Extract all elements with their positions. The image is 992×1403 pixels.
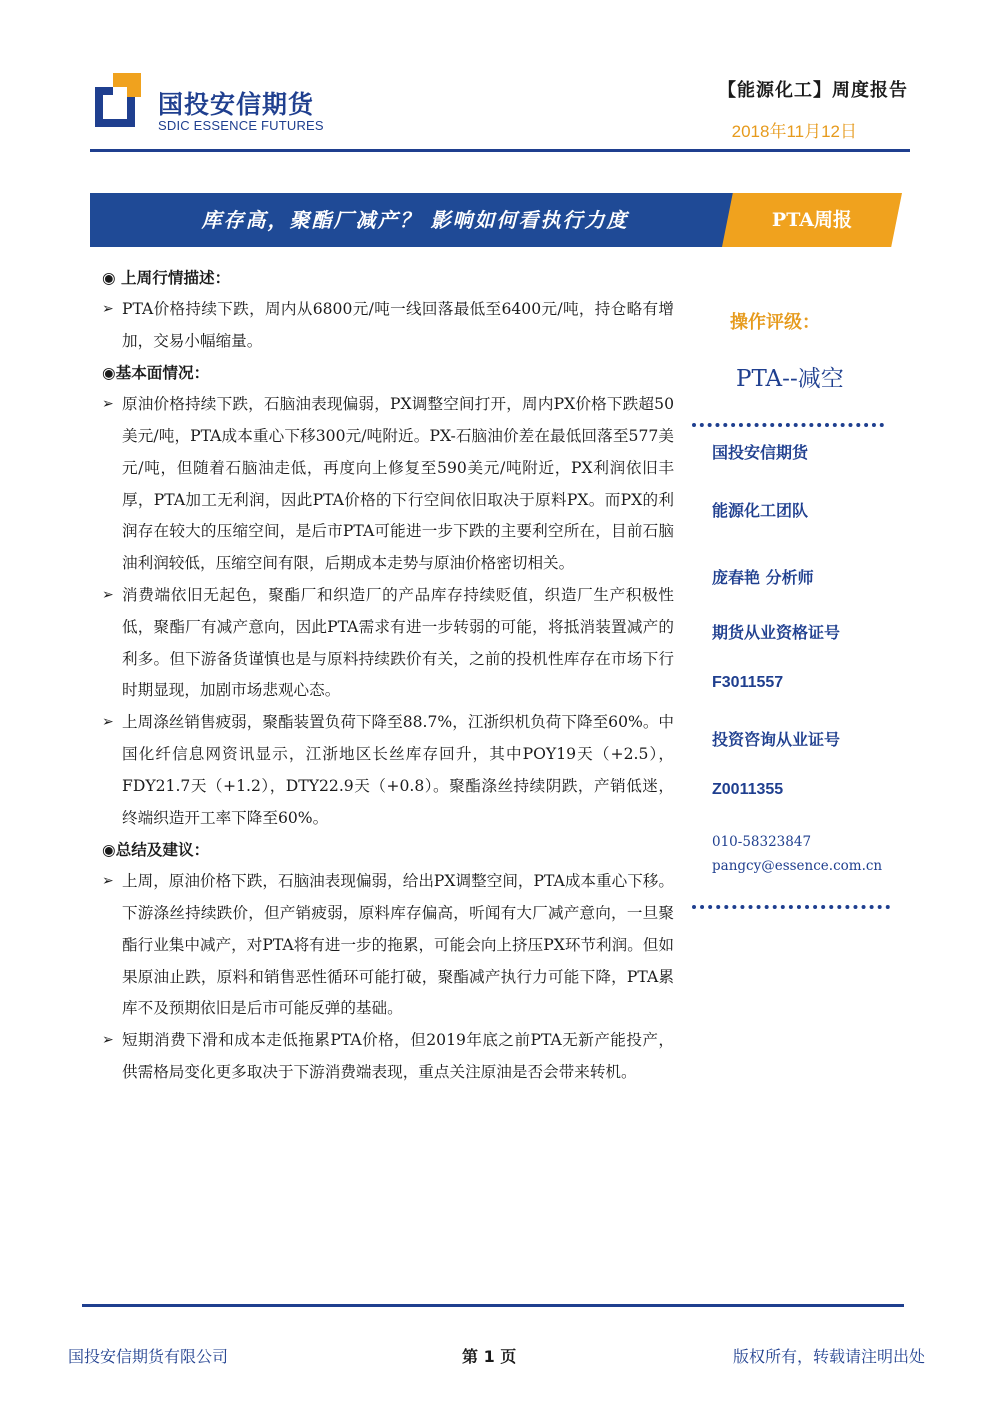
sidebar-org: 国投安信期货 [712,443,809,462]
bullet-item: ➢ PTA价格持续下跌，周内从6800元/吨一线回落最低至6400元/吨，持仓略有增加，交易小幅缩量。 [102,294,674,358]
sidebar-email[interactable]: pangcy@essence.com.cn [712,858,883,874]
arrow-bullet-icon: ➢ [102,873,114,890]
sidebar-advisory-no: Z0011355 [712,781,784,798]
sidebar-analyst: 庞春艳 分析师 [712,568,814,587]
sidebar-advisory-label: 投资咨询从业证号 [712,730,841,749]
section-heading-market: ◉ 上周行情描述： [102,268,231,287]
bullet-item: ➢ 短期消费下滑和成本走低拖累PTA价格，但2019年底之前PTA无新产能投产，供需格局变化更多取决于下游消费端表现，重点关注原油是否会带来转机。 [102,1025,674,1089]
arrow-bullet-icon: ➢ [102,586,114,603]
footer-company: 国投安信期货有限公司 [68,1347,229,1366]
sidebar-phone: 010-58323847 [712,834,812,850]
arrow-bullet-icon: ➢ [102,714,114,731]
company-name-cn: 国投安信期货 [158,90,315,119]
company-logo-icon [95,73,141,127]
rating-label: 操作评级： [730,312,820,333]
bullet-item: ➢ 原油价格持续下跌，石脑油表现偏弱，PX调整空间打开，周内PX价格下跌超50美元/吨，PTA成本重心下移300元/吨附近。PX-石脑油价差在最低回落至577美元/吨，但随着石脑油走低，再度向上修复至590美元/吨附近，PX利润依旧丰厚，PTA加工无利润，因此PTA价格的下行空间依旧取决于原料PX。而PX的利润存在较大的压缩空间，是后市PTA可能进一步下跌的主要利空所在，目前石脑油利润较低，压缩空间有限，后期成本走势与原油价格密切相关。 [102,389,674,580]
report-tag: PTA周报 [771,209,853,231]
page-number: 第 1 页 [462,1347,517,1366]
bullet-item: ➢ 上周涤丝销售疲弱，聚酯装置负荷下降至88.7%，江浙织机负荷下降至60%。中国化纤信息网资讯显示，江浙地区长丝库存回升，其中POY19天（+2.5），FDY21.7天（+1.2），DTY22.9天（+0.8）。聚酯涤丝持续阴跌，产销低迷，终端织造开工率下降至60%。 [102,707,674,834]
sidebar-license-label: 期货从业资格证号 [712,623,841,642]
report-date: 2018年11月12日 [731,122,857,141]
company-name-en: SDIC ESSENCE FUTURES [158,118,324,133]
header-divider [90,149,910,152]
footer-divider [82,1304,904,1307]
arrow-bullet-icon: ➢ [102,1032,114,1049]
sidebar-divider-top [692,423,884,427]
sidebar-divider-bottom [692,905,890,909]
sidebar-team: 能源化工团队 [712,501,809,520]
section-heading-fundamentals: ◉基本面情况： [102,363,210,383]
arrow-bullet-icon: ➢ [102,396,114,413]
sidebar-license-no: F3011557 [712,674,784,691]
bullet-item: ➢ 上周，原油价格下跌，石脑油表现偏弱，给出PX调整空间，PTA成本重心下移。下游涤丝持续跌价，但产销疲弱，原料库存偏高，听闻有大厂减产意向，一旦聚酯行业集中减产，对PTA将有进一步的拖累，可能会向上挤压PX环节利润。但如果原油止跌，原料和销售恶性循环可能打破，聚酯减产执行力可能下降，PTA累库不及预期依旧是后市可能反弹的基础。 [102,866,674,1025]
bullet-item: ➢ 消费端依旧无起色，聚酯厂和织造厂的产品库存持续贬值，织造厂生产积极性低，聚酯厂有减产意向，因此PTA需求有进一步转弱的可能，将抵消装置减产的利多。但下游备货谨慎也是与原料持续跌价有关，之前的投机性库存在市场下行时期显现，加剧市场悲观心态。 [102,580,674,707]
rating-value: PTA--减空 [736,366,844,392]
report-type: 【能源化工】周度报告 [718,80,908,101]
report-title: 库存高，聚酯厂减产？ 影响如何看执行力度 [201,208,629,232]
footer-copyright: 版权所有，转载请注明出处 [732,1347,925,1366]
section-heading-summary: ◉总结及建议： [102,840,210,860]
arrow-bullet-icon: ➢ [102,300,114,317]
main-content [102,262,674,1089]
